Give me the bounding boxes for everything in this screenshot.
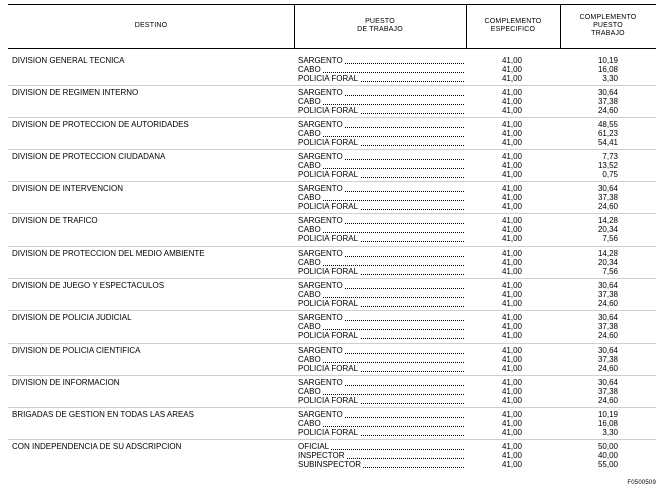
puesto-label: SARGENTO [298, 249, 343, 258]
table-row-group [0, 281, 664, 308]
complemento-especifico-value: 41,00 [501, 106, 522, 115]
table-row [0, 378, 664, 387]
complemento-especifico-value: 41,00 [501, 387, 522, 396]
puesto-cell [298, 216, 466, 225]
complemento-especifico-value: 41,00 [501, 184, 522, 193]
puesto-label: SARGENTO [298, 88, 343, 97]
puesto-label: POLICIA FORAL [298, 364, 359, 373]
table-row [0, 364, 664, 373]
table-row [0, 346, 664, 355]
complemento-puesto-value: 40,00 [597, 451, 618, 460]
table-row [0, 331, 664, 340]
complemento-puesto-value: 20,34 [597, 225, 618, 234]
destino-label: CON INDEPENDENCIA DE SU ADSCRIPCION [12, 442, 182, 451]
row-separator [8, 85, 656, 86]
puesto-cell [298, 313, 466, 322]
row-separator [8, 117, 656, 118]
complemento-especifico-value: 41,00 [501, 451, 522, 460]
complemento-especifico-value: 41,00 [501, 234, 522, 243]
destino-label: DIVISION DE REGIMEN INTERNO [12, 88, 139, 97]
puesto-label: CABO [298, 129, 321, 138]
destino-label: DIVISION DE PROTECCION CIUDADANA [12, 152, 166, 161]
table-row [0, 225, 664, 234]
destino-cell [12, 152, 294, 161]
table-row [0, 322, 664, 331]
destino-cell [12, 216, 294, 225]
complemento-especifico-value: 41,00 [501, 322, 522, 331]
puesto-cell [298, 299, 466, 308]
puesto-cell [298, 88, 466, 97]
complemento-puesto-value: 37,38 [597, 387, 618, 396]
table-row [0, 313, 664, 322]
row-separator [8, 439, 656, 440]
complemento-especifico-value: 41,00 [501, 193, 522, 202]
destino-cell [12, 410, 294, 419]
row-separator [8, 181, 656, 182]
table-row [0, 152, 664, 161]
table-row [0, 387, 664, 396]
row-separator [8, 343, 656, 344]
complemento-especifico-value: 41,00 [501, 138, 522, 147]
destino-cell [12, 313, 294, 322]
puesto-label: POLICIA FORAL [298, 396, 359, 405]
table-row [0, 355, 664, 364]
complemento-puesto-value: 7,73 [602, 152, 618, 161]
puesto-cell [298, 138, 466, 147]
table-row [0, 428, 664, 437]
table-row [0, 106, 664, 115]
complemento-especifico-value: 41,00 [501, 161, 522, 170]
complemento-puesto-value: 30,64 [597, 346, 618, 355]
complemento-puesto-value: 24,60 [597, 396, 618, 405]
destino-cell [12, 281, 294, 290]
puesto-cell [298, 460, 466, 469]
table-row-group [0, 56, 664, 83]
complemento-puesto-value: 54,41 [597, 138, 618, 147]
table-row-group [0, 378, 664, 405]
complemento-puesto-value: 7,56 [602, 234, 618, 243]
complemento-especifico-value: 41,00 [501, 129, 522, 138]
destino-label: DIVISION DE PROTECCION DE AUTORIDADES [12, 120, 189, 129]
destino-cell [12, 442, 294, 451]
complemento-puesto-value: 24,60 [597, 364, 618, 373]
complemento-puesto-value: 30,64 [597, 88, 618, 97]
puesto-label: INSPECTOR [298, 451, 345, 460]
complemento-especifico-value: 41,00 [501, 202, 522, 211]
table-row [0, 193, 664, 202]
complemento-puesto-value: 3,30 [602, 74, 618, 83]
complemento-especifico-value: 41,00 [501, 396, 522, 405]
row-separator [8, 213, 656, 214]
complemento-puesto-value: 30,64 [597, 281, 618, 290]
destino-cell [12, 184, 294, 193]
complemento-especifico-value: 41,00 [501, 74, 522, 83]
puesto-label: SARGENTO [298, 410, 343, 419]
complemento-puesto-value: 0,75 [602, 170, 618, 179]
table-row [0, 184, 664, 193]
table-row [0, 88, 664, 97]
complemento-especifico-value: 41,00 [501, 355, 522, 364]
puesto-cell [298, 378, 466, 387]
table-row [0, 419, 664, 428]
table-row [0, 234, 664, 243]
destino-label: DIVISION DE POLICIA JUDICIAL [12, 313, 132, 322]
destino-label: DIVISION DE JUEGO Y ESPECTACULOS [12, 281, 165, 290]
puesto-cell [298, 161, 466, 170]
puesto-cell [298, 346, 466, 355]
table-row [0, 170, 664, 179]
puesto-label: POLICIA FORAL [298, 299, 359, 308]
puesto-label: POLICIA FORAL [298, 170, 359, 179]
puesto-label: POLICIA FORAL [298, 267, 359, 276]
complemento-especifico-value: 41,00 [501, 152, 522, 161]
puesto-cell [298, 322, 466, 331]
puesto-cell [298, 56, 466, 65]
complemento-especifico-value: 41,00 [501, 170, 522, 179]
destino-cell [12, 346, 294, 355]
table-row-group [0, 184, 664, 211]
destino-cell [12, 249, 294, 258]
puesto-label: SARGENTO [298, 120, 343, 129]
table-row [0, 299, 664, 308]
table-row [0, 56, 664, 65]
complemento-puesto-value: 61,23 [597, 129, 618, 138]
destino-cell [12, 88, 294, 97]
table-row [0, 129, 664, 138]
puesto-label: POLICIA FORAL [298, 202, 359, 211]
puesto-cell [298, 225, 466, 234]
header-bottom-rule [8, 48, 656, 49]
puesto-label: CABO [298, 258, 321, 267]
destino-label: DIVISION DE TRAFICO [12, 216, 98, 225]
complemento-especifico-value: 41,00 [501, 419, 522, 428]
row-separator [8, 375, 656, 376]
destino-label: DIVISION GENERAL TECNICA [12, 56, 125, 65]
complemento-puesto-value: 24,60 [597, 202, 618, 211]
table-row-group [0, 216, 664, 243]
puesto-label: CABO [298, 225, 321, 234]
complemento-puesto-value: 16,08 [597, 65, 618, 74]
complemento-puesto-value: 37,38 [597, 355, 618, 364]
complemento-puesto-value: 37,38 [597, 193, 618, 202]
puesto-cell [298, 442, 466, 451]
puesto-label: CABO [298, 161, 321, 170]
puesto-cell [298, 74, 466, 83]
table-row [0, 460, 664, 469]
table-row [0, 65, 664, 74]
complemento-especifico-value: 41,00 [501, 216, 522, 225]
complemento-especifico-value: 41,00 [501, 299, 522, 308]
destino-label: BRIGADAS DE GESTION EN TODAS LAS AREAS [12, 410, 194, 419]
complemento-especifico-value: 41,00 [501, 331, 522, 340]
complemento-especifico-value: 41,00 [501, 378, 522, 387]
destino-label: DIVISION DE PROTECCION DEL MEDIO AMBIENTE [12, 249, 205, 258]
puesto-cell [298, 290, 466, 299]
complemento-especifico-value: 41,00 [501, 313, 522, 322]
puesto-cell [298, 331, 466, 340]
complemento-especifico-value: 41,00 [501, 225, 522, 234]
puesto-cell [298, 428, 466, 437]
complemento-especifico-value: 41,00 [501, 267, 522, 276]
puesto-label: CABO [298, 355, 321, 364]
complemento-puesto-value: 37,38 [597, 290, 618, 299]
table-row [0, 410, 664, 419]
table-row [0, 281, 664, 290]
puesto-cell [298, 258, 466, 267]
header-destino: DESTINO [134, 22, 168, 29]
complemento-especifico-value: 41,00 [501, 460, 522, 469]
complemento-puesto-value: 7,56 [602, 267, 618, 276]
destino-cell [12, 120, 294, 129]
page-code: F0500509 [627, 480, 656, 486]
puesto-cell [298, 184, 466, 193]
complemento-puesto-value: 50,00 [597, 442, 618, 451]
table-row-group [0, 249, 664, 276]
complemento-puesto-value: 16,08 [597, 419, 618, 428]
puesto-label: SARGENTO [298, 56, 343, 65]
table-row [0, 396, 664, 405]
table-row [0, 258, 664, 267]
puesto-label: SARGENTO [298, 378, 343, 387]
complemento-puesto-value: 3,30 [602, 428, 618, 437]
complemento-puesto-value: 30,64 [597, 184, 618, 193]
puesto-label: CABO [298, 387, 321, 396]
table-row-group [0, 346, 664, 373]
complemento-puesto-value: 20,34 [597, 258, 618, 267]
complemento-puesto-value: 24,60 [597, 299, 618, 308]
table-row [0, 249, 664, 258]
puesto-cell [298, 267, 466, 276]
complemento-especifico-value: 41,00 [501, 65, 522, 74]
table-row-group [0, 152, 664, 179]
complemento-puesto-value: 14,28 [597, 249, 618, 258]
destino-cell [12, 56, 294, 65]
complemento-puesto-value: 14,28 [597, 216, 618, 225]
destino-label: DIVISION DE INTERVENCION [12, 184, 123, 193]
complemento-puesto-value: 30,64 [597, 378, 618, 387]
puesto-cell [298, 97, 466, 106]
table-row [0, 120, 664, 129]
puesto-label: CABO [298, 322, 321, 331]
row-separator [8, 149, 656, 150]
table-row [0, 161, 664, 170]
complemento-especifico-value: 41,00 [501, 281, 522, 290]
puesto-cell [298, 170, 466, 179]
puesto-label: SARGENTO [298, 281, 343, 290]
puesto-cell [298, 355, 466, 364]
puesto-label: SARGENTO [298, 152, 343, 161]
complemento-especifico-value: 41,00 [501, 364, 522, 373]
row-separator [8, 310, 656, 311]
destino-label: DIVISION DE POLICIA CIENTIFICA [12, 346, 141, 355]
puesto-label: CABO [298, 419, 321, 428]
puesto-cell [298, 202, 466, 211]
table-row [0, 202, 664, 211]
complemento-puesto-value: 48,55 [597, 120, 618, 129]
puesto-cell [298, 249, 466, 258]
puesto-label: SARGENTO [298, 216, 343, 225]
table-row-group [0, 410, 664, 437]
puesto-cell [298, 364, 466, 373]
puesto-label: POLICIA FORAL [298, 138, 359, 147]
table-row [0, 138, 664, 147]
complemento-puesto-value: 55,00 [597, 460, 618, 469]
puesto-label: POLICIA FORAL [298, 106, 359, 115]
table-row-group [0, 313, 664, 340]
puesto-label: SARGENTO [298, 184, 343, 193]
table-row [0, 451, 664, 460]
header-puesto: PUESTO DE TRABAJO [357, 18, 403, 33]
table-row [0, 290, 664, 299]
complemento-puesto-value: 10,19 [597, 56, 618, 65]
puesto-label: CABO [298, 65, 321, 74]
complemento-puesto-value: 13,52 [597, 161, 618, 170]
complemento-especifico-value: 41,00 [501, 88, 522, 97]
puesto-label: OFICIAL [298, 442, 330, 451]
complemento-especifico-value: 41,00 [501, 56, 522, 65]
row-separator [8, 407, 656, 408]
complemento-especifico-value: 41,00 [501, 258, 522, 267]
complemento-especifico-value: 41,00 [501, 97, 522, 106]
table-row-group [0, 120, 664, 147]
puesto-label: POLICIA FORAL [298, 234, 359, 243]
puesto-label: SARGENTO [298, 313, 343, 322]
puesto-label: POLICIA FORAL [298, 74, 359, 83]
table-row [0, 267, 664, 276]
complemento-especifico-value: 41,00 [501, 249, 522, 258]
complemento-puesto-value: 37,38 [597, 97, 618, 106]
complemento-especifico-value: 41,00 [501, 290, 522, 299]
puesto-cell [298, 387, 466, 396]
puesto-cell [298, 451, 466, 460]
puesto-cell [298, 419, 466, 428]
table-row [0, 216, 664, 225]
complemento-puesto-value: 10,19 [597, 410, 618, 419]
complemento-especifico-value: 41,00 [501, 428, 522, 437]
destino-cell [12, 378, 294, 387]
destino-label: DIVISION DE INFORMACION [12, 378, 120, 387]
table-row [0, 442, 664, 451]
complemento-especifico-value: 41,00 [501, 346, 522, 355]
puesto-cell [298, 129, 466, 138]
puesto-cell [298, 65, 466, 74]
header-complemento-puesto-trabajo: COMPLEMENTO PUESTO TRABAJO [579, 14, 637, 37]
puesto-cell [298, 152, 466, 161]
puesto-label: CABO [298, 97, 321, 106]
puesto-label: POLICIA FORAL [298, 428, 359, 437]
puesto-label: CABO [298, 290, 321, 299]
puesto-cell [298, 106, 466, 115]
puesto-label: SUBINSPECTOR [298, 460, 361, 469]
puesto-cell [298, 193, 466, 202]
puesto-cell [298, 281, 466, 290]
puesto-cell [298, 234, 466, 243]
complemento-puesto-value: 30,64 [597, 313, 618, 322]
puesto-label: SARGENTO [298, 346, 343, 355]
table-row [0, 74, 664, 83]
puesto-cell [298, 120, 466, 129]
complemento-especifico-value: 41,00 [501, 442, 522, 451]
complemento-especifico-value: 41,00 [501, 120, 522, 129]
header-complemento-especifico: COMPLEMENTO ESPECIFICO [484, 18, 542, 33]
complemento-puesto-value: 24,60 [597, 106, 618, 115]
complemento-especifico-value: 41,00 [501, 410, 522, 419]
complemento-puesto-value: 24,60 [597, 331, 618, 340]
row-separator [8, 278, 656, 279]
puesto-cell [298, 410, 466, 419]
puesto-label: CABO [298, 193, 321, 202]
puesto-label: POLICIA FORAL [298, 331, 359, 340]
table-row-group [0, 442, 664, 469]
table-row-group [0, 88, 664, 115]
complemento-puesto-value: 37,38 [597, 322, 618, 331]
table-row [0, 97, 664, 106]
puesto-cell [298, 396, 466, 405]
row-separator [8, 246, 656, 247]
